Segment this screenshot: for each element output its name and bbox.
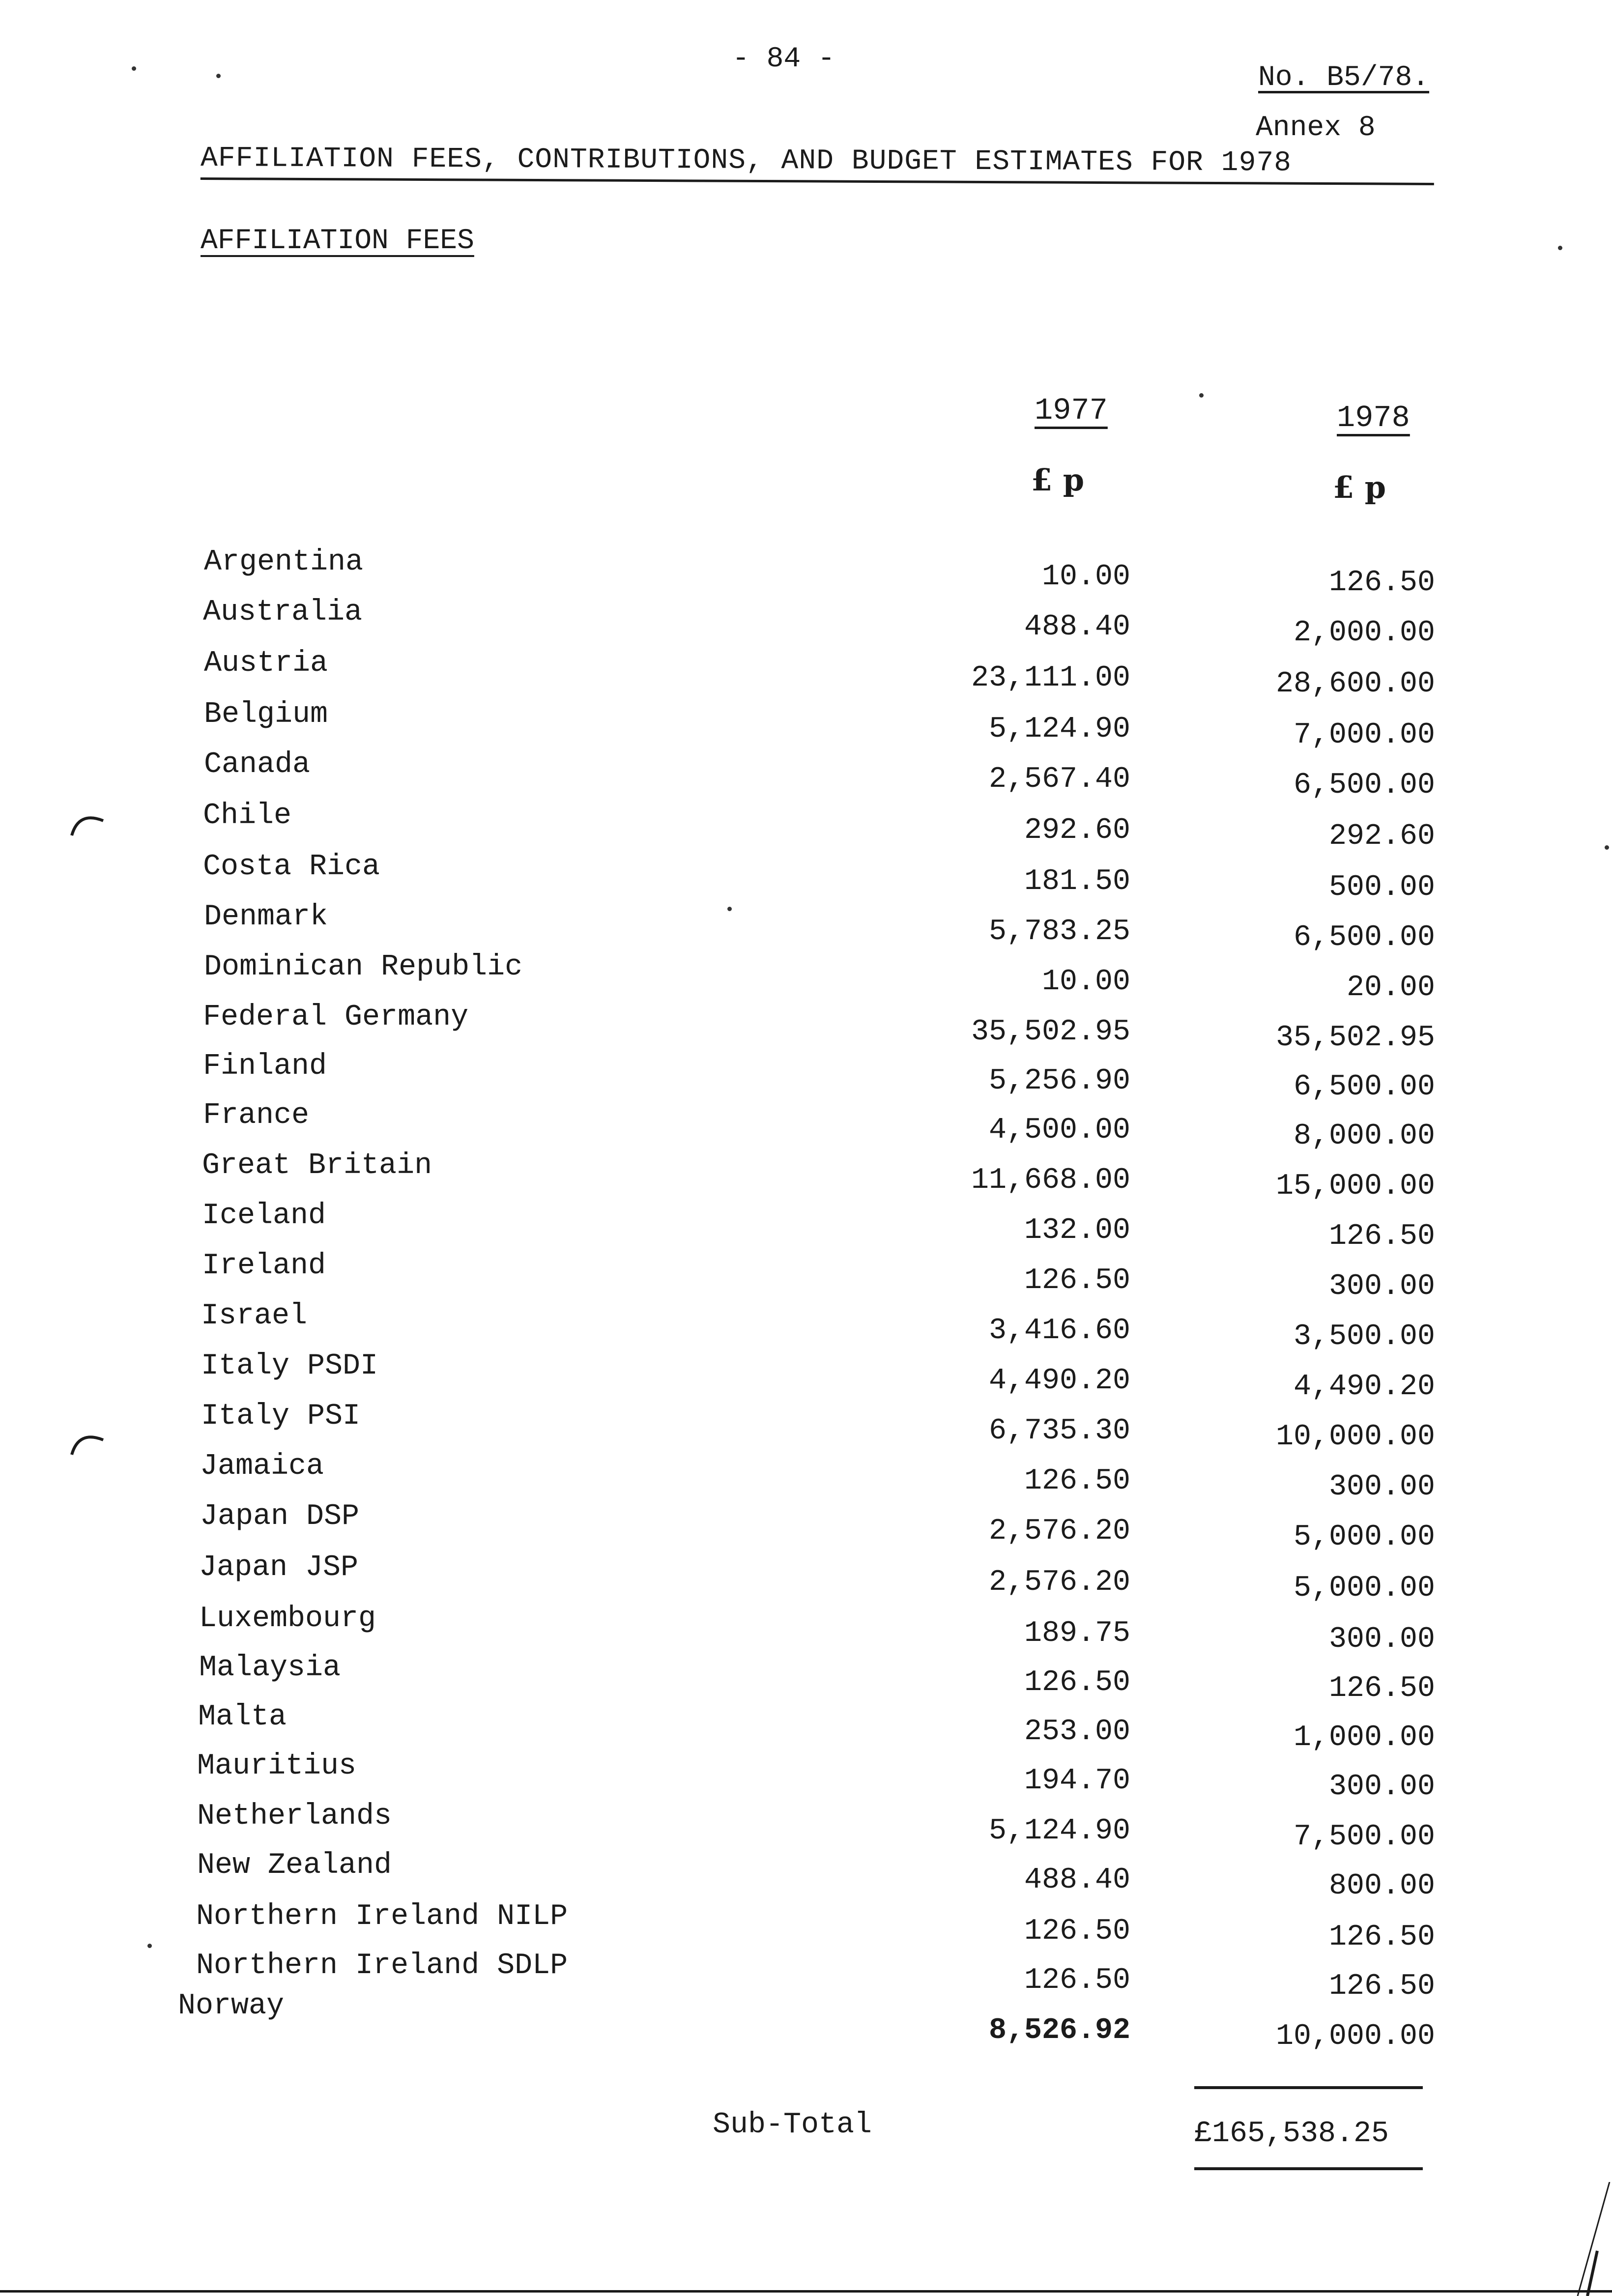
country-name: Italy PSI [201, 1400, 361, 1433]
fee-1978: 7,500.00 [1293, 1820, 1435, 1854]
table-row [0, 1602, 1612, 1656]
country-name: Austria [204, 647, 328, 680]
fee-1977: 126.50 [1024, 1915, 1130, 1948]
table-row [0, 1149, 1612, 1203]
fee-1977: 4,500.00 [988, 1114, 1130, 1147]
table-row [0, 1849, 1612, 1903]
fee-1977: 181.50 [1024, 865, 1130, 898]
fee-1978: 800.00 [1328, 1869, 1435, 1903]
country-name: France [203, 1099, 310, 1132]
section-heading: AFFILIATION FEES [201, 225, 474, 257]
fee-1978: 20.00 [1346, 971, 1435, 1004]
scan-speck [1605, 845, 1609, 850]
page-bottom-rule [0, 2290, 1612, 2293]
fee-1978: 28,600.00 [1275, 667, 1435, 701]
fee-1977: 2,576.20 [988, 1515, 1130, 1548]
table-row [0, 1400, 1612, 1454]
margin-punch-mark [69, 806, 108, 845]
page-number: - 84 - [732, 43, 835, 75]
fee-1977: 5,783.25 [988, 915, 1130, 948]
fee-1977: 5,124.90 [988, 1814, 1130, 1848]
fee-1977: 253.00 [1024, 1715, 1130, 1749]
fee-1978: 300.00 [1328, 1770, 1435, 1804]
fee-1977: 189.75 [1024, 1617, 1130, 1650]
fee-1977: 10.00 [1041, 965, 1130, 999]
fee-1978: 3,500.00 [1293, 1320, 1435, 1353]
fee-1977: 3,416.60 [988, 1314, 1130, 1348]
table-row [0, 950, 1612, 1004]
scan-speck [1558, 246, 1562, 250]
country-name: Northern Ireland NILP [196, 1900, 568, 1933]
fee-1978: 10,000.00 [1275, 2020, 1435, 2053]
fee-1977: 5,124.90 [988, 713, 1130, 746]
fee-1978: 126.50 [1328, 1921, 1435, 1954]
document-number: No. B5/78. [1258, 62, 1430, 94]
country-name: Malaysia [199, 1651, 341, 1685]
country-name: New Zealand [197, 1849, 392, 1882]
table-row [0, 1800, 1612, 1854]
country-name: Finland [203, 1050, 327, 1083]
fee-1978: 500.00 [1328, 871, 1435, 904]
scan-speck [727, 907, 732, 911]
country-name: Malta [198, 1700, 287, 1734]
fee-1977: 488.40 [1024, 610, 1130, 644]
fee-1977: 10.00 [1041, 560, 1130, 594]
fee-1977: 292.60 [1024, 814, 1130, 847]
fee-1978: 300.00 [1328, 1270, 1435, 1303]
country-name: Jamaica [200, 1450, 324, 1483]
fee-1978: 126.50 [1328, 1970, 1435, 2003]
table-row [0, 1349, 1612, 1404]
fee-1977: 2,576.20 [988, 1566, 1130, 1599]
country-name: Federal Germany [203, 1001, 469, 1034]
country-name: Luxembourg [199, 1602, 376, 1636]
fee-1978: 300.00 [1328, 1470, 1435, 1504]
table-row [0, 1750, 1612, 1804]
table-row [0, 900, 1612, 954]
fee-1977: 126.50 [1024, 1464, 1130, 1498]
table-row [0, 1651, 1612, 1705]
country-name: Costa Rica [203, 850, 380, 884]
fee-1978: 292.60 [1328, 820, 1435, 853]
fee-1978: 4,490.20 [1293, 1370, 1435, 1404]
column-header-1978: 1978 [1337, 401, 1410, 435]
fee-1977: 488.40 [1024, 1864, 1130, 1897]
country-name: Italy PSDI [201, 1349, 378, 1383]
fee-1978: 5,000.00 [1293, 1521, 1435, 1554]
table-row [0, 1099, 1612, 1153]
fee-1978: 6,500.00 [1293, 921, 1435, 954]
fee-1977: 2,567.40 [988, 763, 1130, 796]
fee-1978: 126.50 [1328, 1220, 1435, 1253]
table-row [0, 1299, 1612, 1353]
fee-1978: 2,000.00 [1293, 616, 1435, 650]
table-row [0, 1450, 1612, 1504]
fee-1978: 5,000.00 [1293, 1572, 1435, 1605]
fee-1977: 132.00 [1024, 1214, 1130, 1247]
fee-1978: 10,000.00 [1275, 1420, 1435, 1454]
table-row [0, 1001, 1612, 1055]
fee-1977: 126.50 [1024, 1264, 1130, 1297]
fee-1977: 194.70 [1024, 1764, 1130, 1798]
fee-1977: 4,490.20 [988, 1364, 1130, 1398]
table-row [0, 698, 1612, 752]
fee-1978: 6,500.00 [1293, 1070, 1435, 1104]
fee-1977: 11,668.00 [971, 1164, 1130, 1197]
table-row [0, 1900, 1612, 1954]
subtotal-label: Sub-Total [713, 2108, 872, 2142]
annex-label: Annex 8 [1256, 112, 1376, 144]
country-name: Israel [201, 1299, 308, 1333]
corner-pen-stroke [1568, 2182, 1612, 2296]
table-row [0, 748, 1612, 802]
table-row [0, 1050, 1612, 1104]
fee-1978: 7,000.00 [1293, 718, 1435, 752]
fee-1977: 126.50 [1024, 1666, 1130, 1699]
country-name: Mauritius [197, 1750, 357, 1783]
table-row [0, 1700, 1612, 1754]
table-row [0, 1199, 1612, 1253]
margin-punch-mark [69, 1425, 108, 1464]
table-row [0, 1551, 1612, 1605]
country-name: Japan JSP [199, 1551, 359, 1584]
country-name: Ireland [202, 1249, 326, 1283]
table-row [0, 1500, 1612, 1554]
table-row [0, 799, 1612, 853]
column-unit-1978: £ p [1333, 469, 1386, 505]
fee-1978: 35,502.95 [1275, 1021, 1435, 1055]
column-unit-1977: £ p [1031, 462, 1085, 498]
country-name: Belgium [204, 698, 328, 731]
country-name: Canada [204, 748, 311, 781]
subtotal-bottom-rule [1194, 2167, 1423, 2170]
document-title: AFFILIATION FEES, CONTRIBUTIONS, AND BUDGET ESTIMATES FOR 1978 [201, 143, 1434, 185]
fee-1977: 5,256.90 [988, 1064, 1130, 1098]
country-name: Netherlands [197, 1800, 392, 1833]
subtotal-value: £165,538.25 [1194, 2117, 1389, 2151]
fee-1977: 8,526.92 [988, 2014, 1130, 2047]
fee-1978: 300.00 [1328, 1623, 1435, 1656]
country-name: Great Britain [202, 1149, 432, 1182]
country-name: Argentina [204, 545, 364, 579]
country-name: Dominican Republic [204, 950, 523, 984]
subtotal-top-rule [1194, 2086, 1423, 2089]
table-row [0, 850, 1612, 904]
country-name: Chile [203, 799, 292, 832]
fee-1977: 126.50 [1024, 1964, 1130, 1997]
country-name: Australia [203, 596, 363, 629]
fee-1977: 6,735.30 [988, 1414, 1130, 1448]
table-row [0, 596, 1612, 650]
scan-speck [147, 1944, 152, 1948]
country-name: Northern Ireland SDLP [196, 1949, 568, 1982]
country-name: Denmark [204, 900, 328, 934]
column-header-1977: 1977 [1035, 393, 1108, 428]
scan-speck [132, 66, 136, 71]
fee-1978: 6,500.00 [1293, 769, 1435, 802]
table-row [0, 1249, 1612, 1303]
fee-1978: 126.50 [1328, 1672, 1435, 1705]
country-name: Norway [178, 1989, 285, 2023]
fee-1978: 8,000.00 [1293, 1119, 1435, 1153]
fee-1977: 35,502.95 [971, 1015, 1130, 1049]
fee-1978: 15,000.00 [1275, 1170, 1435, 1203]
country-name: Japan DSP [200, 1500, 360, 1533]
table-row [0, 647, 1612, 701]
fee-1977: 23,111.00 [971, 661, 1130, 695]
table-row [0, 545, 1612, 600]
fee-1978: 126.50 [1328, 566, 1435, 600]
scan-speck [216, 74, 221, 78]
table-row [0, 1989, 1612, 2053]
fee-1978: 1,000.00 [1293, 1721, 1435, 1754]
country-name: Iceland [202, 1199, 326, 1233]
scan-speck [1199, 393, 1204, 398]
